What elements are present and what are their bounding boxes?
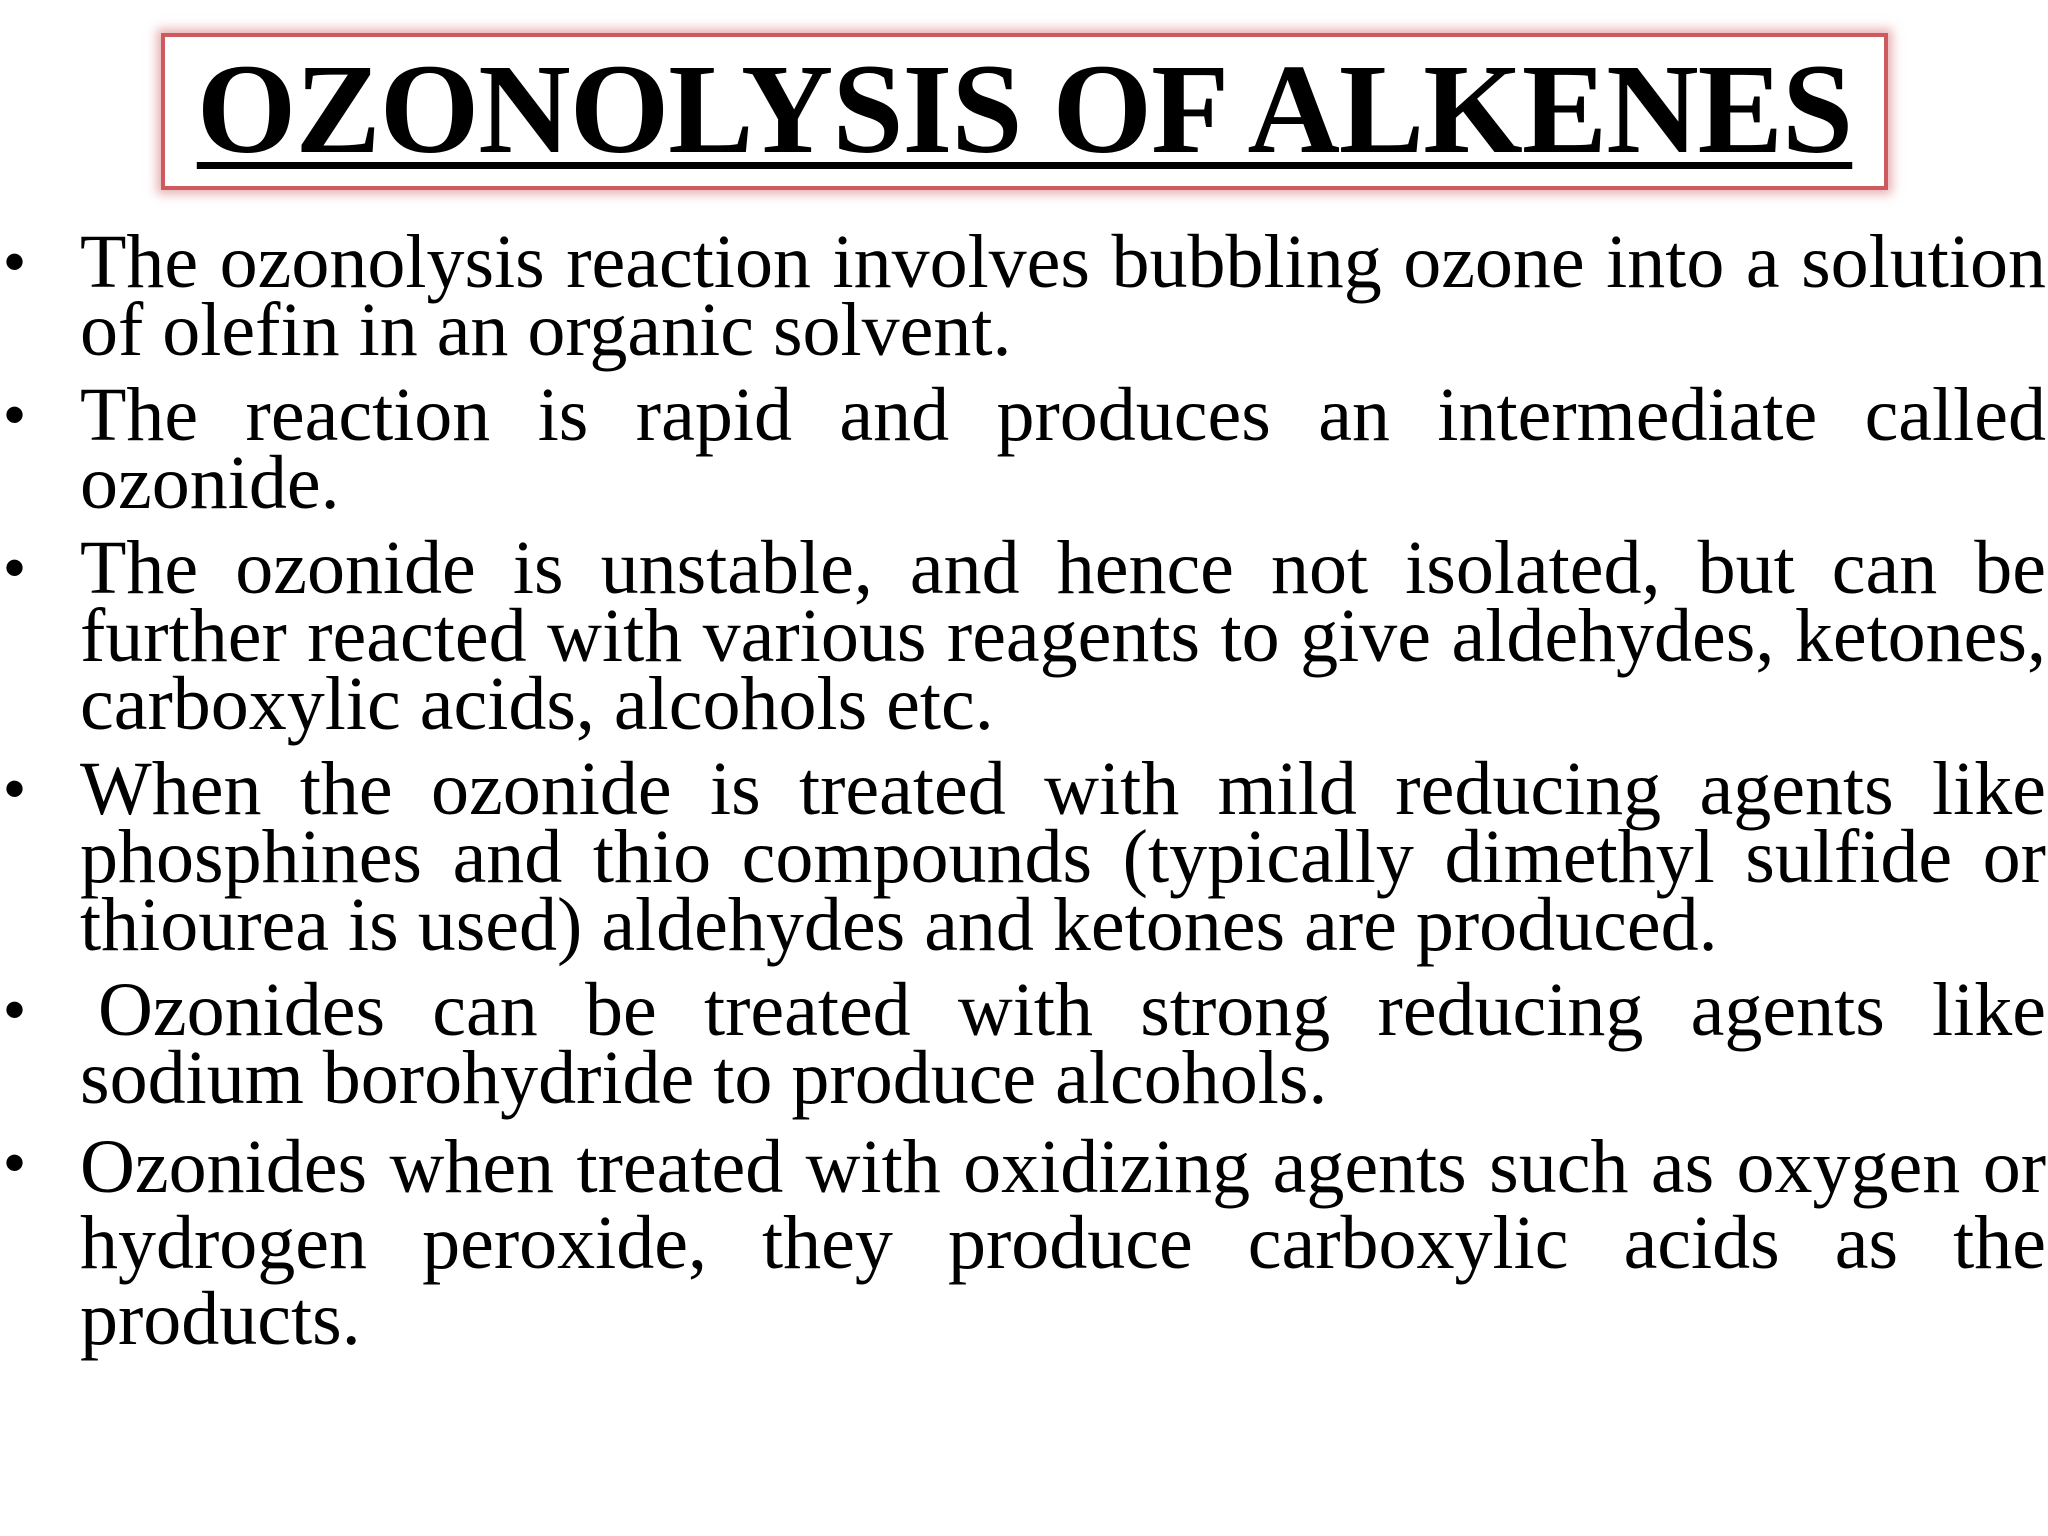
bullet-icon: • <box>4 755 26 822</box>
bullet-item <box>0 968 2048 1120</box>
bullet-item <box>0 747 2048 967</box>
bullet-text: The ozonide is unstable, and hence not isolated, but can be further reacted with various reagents to give aldehydes, ketones, carboxylic acids, alcohols etc. <box>80 526 2046 746</box>
bullet-item <box>0 220 2048 372</box>
bullet-icon: • <box>4 228 26 295</box>
bullet-icon: • <box>4 381 26 448</box>
bullet-text: When the ozonide is treated with mild reducing agents like phosphines and thio compounds (typically dimethyl sulfide or thiourea is used) aldehydes and ketones are produced. <box>80 747 2046 967</box>
bullet-icon: • <box>4 534 26 601</box>
bullet-text: Ozonides can be treated with strong reducing agents like sodium borohydride to produce alcohols. <box>80 968 2046 1120</box>
slide-title: OZONOLYSIS OF ALKENES <box>196 37 1853 180</box>
bullet-icon: • <box>4 1129 26 1196</box>
bullet-icon: • <box>4 976 26 1043</box>
bullet-text: The reaction is rapid and produces an intermediate called ozonide. <box>80 373 2046 525</box>
bullet-item <box>0 526 2048 746</box>
bullet-text: The ozonolysis reaction involves bubbling ozone into a solution of olefin in an organic solvent. <box>80 220 2046 372</box>
title-box <box>161 33 1888 190</box>
bullet-text: Ozonides when treated with oxidizing agents such as oxygen or hydrogen peroxide, they produce carboxylic acids as the products. <box>80 1125 2046 1361</box>
bullet-item <box>0 373 2048 525</box>
bullet-item <box>0 1125 2048 1361</box>
bullet-list <box>0 220 2048 1374</box>
